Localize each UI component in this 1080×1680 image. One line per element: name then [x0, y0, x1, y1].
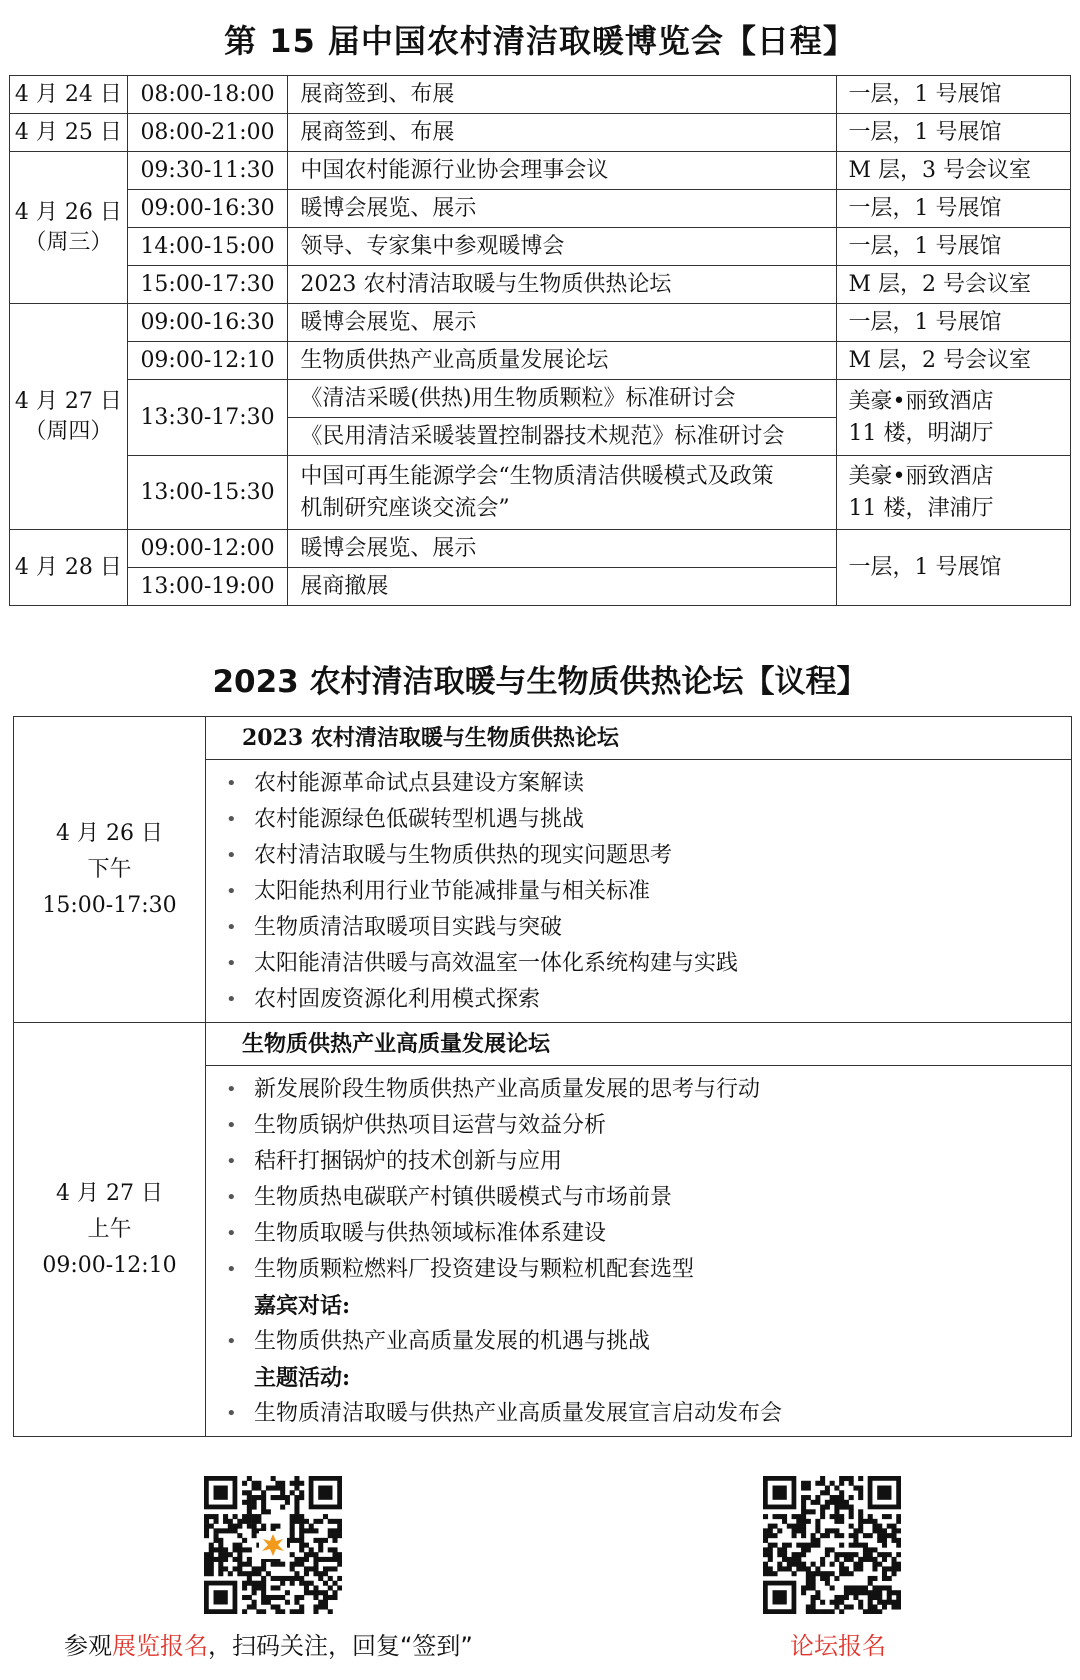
time-cell: 14:00-15:00	[127, 228, 288, 266]
list-item	[206, 802, 1071, 838]
place-line: 11 楼，津浦厅	[848, 495, 994, 521]
event-cell: 暖博会展览、展示	[288, 304, 836, 342]
place-cell: 一层，1 号展馆	[836, 76, 1070, 114]
list-item	[206, 1180, 1071, 1216]
time-cell: 13:00-15:30	[127, 456, 288, 530]
list-item	[206, 874, 1071, 910]
topic-text: 农村能源绿色低碳转型机遇与挑战	[254, 807, 585, 832]
list-item	[206, 1324, 1071, 1360]
list-item	[206, 1396, 1071, 1432]
topic-text: 秸秆打捆锅炉的技术创新与应用	[254, 1149, 563, 1174]
topic-text: 生物质颗粒燃料厂投资建设与颗粒机配套选型	[254, 1257, 695, 1282]
time-cell: 13:00-19:00	[127, 568, 288, 606]
place-line: 美豪•丽致酒店	[848, 463, 994, 489]
place-cell: 一层，1 号展馆	[836, 114, 1070, 152]
topic-text: 农村能源革命试点县建设方案解读	[254, 771, 585, 796]
date-text: 4 月 26 日	[14, 199, 122, 225]
list-item	[206, 1144, 1071, 1180]
place-line: 美豪•丽致酒店	[848, 388, 994, 414]
session-time: 09:00-12:10	[42, 1252, 177, 1278]
session-period: 下午	[87, 856, 132, 882]
list-item	[206, 910, 1071, 946]
caption-prefix: 参观	[64, 1632, 112, 1660]
qr-code-icon[interactable]	[763, 1476, 901, 1614]
bullet-icon: •	[226, 989, 237, 1010]
time-cell: 08:00-21:00	[127, 114, 288, 152]
topic-text: 生物质供热产业高质量发展的机遇与挑战	[254, 1329, 651, 1354]
bullet-icon: •	[226, 845, 237, 866]
topic-text: 太阳能清洁供暖与高效温室一体化系统构建与实践	[254, 951, 739, 976]
topic-text: 生物质清洁取暖项目实践与突破	[254, 915, 563, 940]
agenda-heading-row	[14, 717, 1072, 760]
session-when	[14, 1023, 206, 1437]
place-cell: 一层，1 号展馆	[836, 190, 1070, 228]
table-row	[10, 266, 1071, 304]
date-cell	[10, 152, 128, 304]
event-cell: 展商签到、布展	[288, 114, 836, 152]
bullet-icon: •	[226, 1403, 237, 1424]
forum-signup-link[interactable]: 论坛报名	[790, 1632, 886, 1660]
session-items	[206, 760, 1072, 1023]
bullet-icon: •	[226, 881, 237, 902]
event-line: 中国可再生能源学会“生物质清洁供暖模式及政策	[300, 463, 774, 489]
time-cell: 08:00-18:00	[127, 76, 288, 114]
place-cell: 一层，1 号展馆	[836, 530, 1070, 606]
session-heading: 生物质供热产业高质量发展论坛	[206, 1023, 1072, 1066]
session-heading: 2023 农村清洁取暖与生物质供热论坛	[206, 717, 1072, 760]
agenda-title: 2023 农村清洁取暖与生物质供热论坛【议程】	[212, 664, 868, 700]
session-time: 15:00-17:30	[42, 892, 177, 918]
event-cell: 暖博会展览、展示	[288, 190, 836, 228]
event-cell: 《民用清洁采暖装置控制器技术规范》标准研讨会	[288, 418, 836, 456]
place-cell: M 层，2 号会议室	[836, 266, 1070, 304]
logo-icon	[259, 1531, 287, 1559]
event-cell: 暖博会展览、展示	[288, 530, 836, 568]
table-row	[10, 76, 1071, 114]
list-item	[206, 766, 1071, 802]
place-cell: 一层，1 号展馆	[836, 304, 1070, 342]
time-cell: 09:00-16:30	[127, 304, 288, 342]
topic-text: 新发展阶段生物质供热产业高质量发展的思考与行动	[254, 1077, 761, 1102]
list-item	[206, 1072, 1071, 1108]
activity-label: 主题活动:	[254, 1365, 351, 1391]
dialog-label: 嘉宾对话:	[254, 1293, 351, 1319]
table-row	[10, 342, 1071, 380]
place-cell	[836, 380, 1070, 456]
list-item	[206, 1252, 1071, 1288]
event-cell: 展商撤展	[288, 568, 836, 606]
list-item	[206, 1108, 1071, 1144]
bullet-icon: •	[226, 1331, 237, 1352]
topic-list	[206, 1072, 1071, 1432]
bullet-icon: •	[226, 773, 237, 794]
schedule-table	[9, 75, 1071, 606]
date-cell: 4 月 24 日	[10, 76, 128, 114]
table-row	[10, 152, 1071, 190]
bullet-icon: •	[226, 1115, 237, 1136]
topic-text: 农村清洁取暖与生物质供热的现实问题思考	[254, 843, 673, 868]
session-date: 4 月 26 日	[56, 820, 163, 846]
table-row	[10, 190, 1071, 228]
session-period: 上午	[87, 1216, 132, 1242]
agenda-table	[13, 716, 1072, 1437]
event-cell: 展商签到、布展	[288, 76, 836, 114]
table-row	[10, 304, 1071, 342]
table-row	[10, 380, 1071, 418]
date-text: 4 月 27 日	[14, 388, 122, 414]
table-row	[10, 530, 1071, 568]
event-line: 机制研究座谈交流会”	[300, 495, 510, 521]
table-row	[10, 228, 1071, 266]
list-item	[206, 838, 1071, 874]
topic-list	[206, 766, 1071, 1018]
time-cell: 09:30-11:30	[127, 152, 288, 190]
bullet-icon: •	[226, 1259, 237, 1280]
session-items	[206, 1066, 1072, 1437]
place-cell: 一层，1 号展馆	[836, 228, 1070, 266]
bullet-icon: •	[226, 1079, 237, 1100]
bullet-icon: •	[226, 1187, 237, 1208]
topic-text: 太阳能热利用行业节能减排量与相关标准	[254, 879, 651, 904]
place-cell: M 层，2 号会议室	[836, 342, 1070, 380]
event-cell: 《清洁采暖(供热)用生物质颗粒》标准研讨会	[288, 380, 836, 418]
qr-code-icon[interactable]	[204, 1476, 342, 1614]
agenda-heading-row	[14, 1023, 1072, 1066]
time-cell: 09:00-12:10	[127, 342, 288, 380]
table-row	[10, 456, 1071, 530]
schedule-title: 第 15 届中国农村清洁取暖博览会【日程】	[224, 22, 856, 60]
list-item	[206, 982, 1071, 1018]
bullet-icon: •	[226, 917, 237, 938]
event-cell: 2023 农村清洁取暖与生物质供热论坛	[288, 266, 836, 304]
bullet-icon: •	[226, 1151, 237, 1172]
bullet-icon: •	[226, 1223, 237, 1244]
weekday-text: （周三）	[24, 229, 113, 255]
event-cell: 领导、专家集中参观暖博会	[288, 228, 836, 266]
list-item	[206, 946, 1071, 982]
time-cell: 15:00-17:30	[127, 266, 288, 304]
topic-text: 生物质锅炉供热项目运营与效益分析	[254, 1113, 607, 1138]
date-cell: 4 月 28 日	[10, 530, 128, 606]
time-cell: 13:30-17:30	[127, 380, 288, 456]
place-line: 11 楼，明湖厅	[848, 420, 994, 446]
exhibition-signup-link[interactable]: 展览报名	[112, 1632, 208, 1660]
topic-text: 生物质清洁取暖与供热产业高质量发展宣言启动发布会	[254, 1401, 783, 1426]
topic-text: 生物质热电碳联产村镇供暖模式与市场前景	[254, 1185, 673, 1210]
session-when	[14, 717, 206, 1023]
table-row	[10, 114, 1071, 152]
flame-logo-icon	[259, 1531, 287, 1559]
exhibition-signup-caption[interactable]	[64, 1626, 473, 1661]
list-item	[206, 1216, 1071, 1252]
date-cell	[10, 304, 128, 530]
event-cell: 生物质供热产业高质量发展论坛	[288, 342, 836, 380]
place-cell: M 层，3 号会议室	[836, 152, 1070, 190]
topic-text: 农村固废资源化利用模式探索	[254, 987, 541, 1012]
event-cell: 中国农村能源行业协会理事会议	[288, 152, 836, 190]
forum-qr-code	[763, 1476, 901, 1614]
event-cell	[288, 456, 836, 530]
time-cell: 09:00-16:30	[127, 190, 288, 228]
weekday-text: （周四）	[24, 418, 113, 444]
time-cell: 09:00-12:00	[127, 530, 288, 568]
bullet-icon: •	[226, 953, 237, 974]
date-cell: 4 月 25 日	[10, 114, 128, 152]
bullet-icon: •	[226, 809, 237, 830]
place-cell	[836, 456, 1070, 530]
session-date: 4 月 27 日	[56, 1180, 163, 1206]
caption-suffix: ，扫码关注，回复“签到”	[208, 1632, 473, 1660]
topic-text: 生物质取暖与供热领域标准体系建设	[254, 1221, 607, 1246]
